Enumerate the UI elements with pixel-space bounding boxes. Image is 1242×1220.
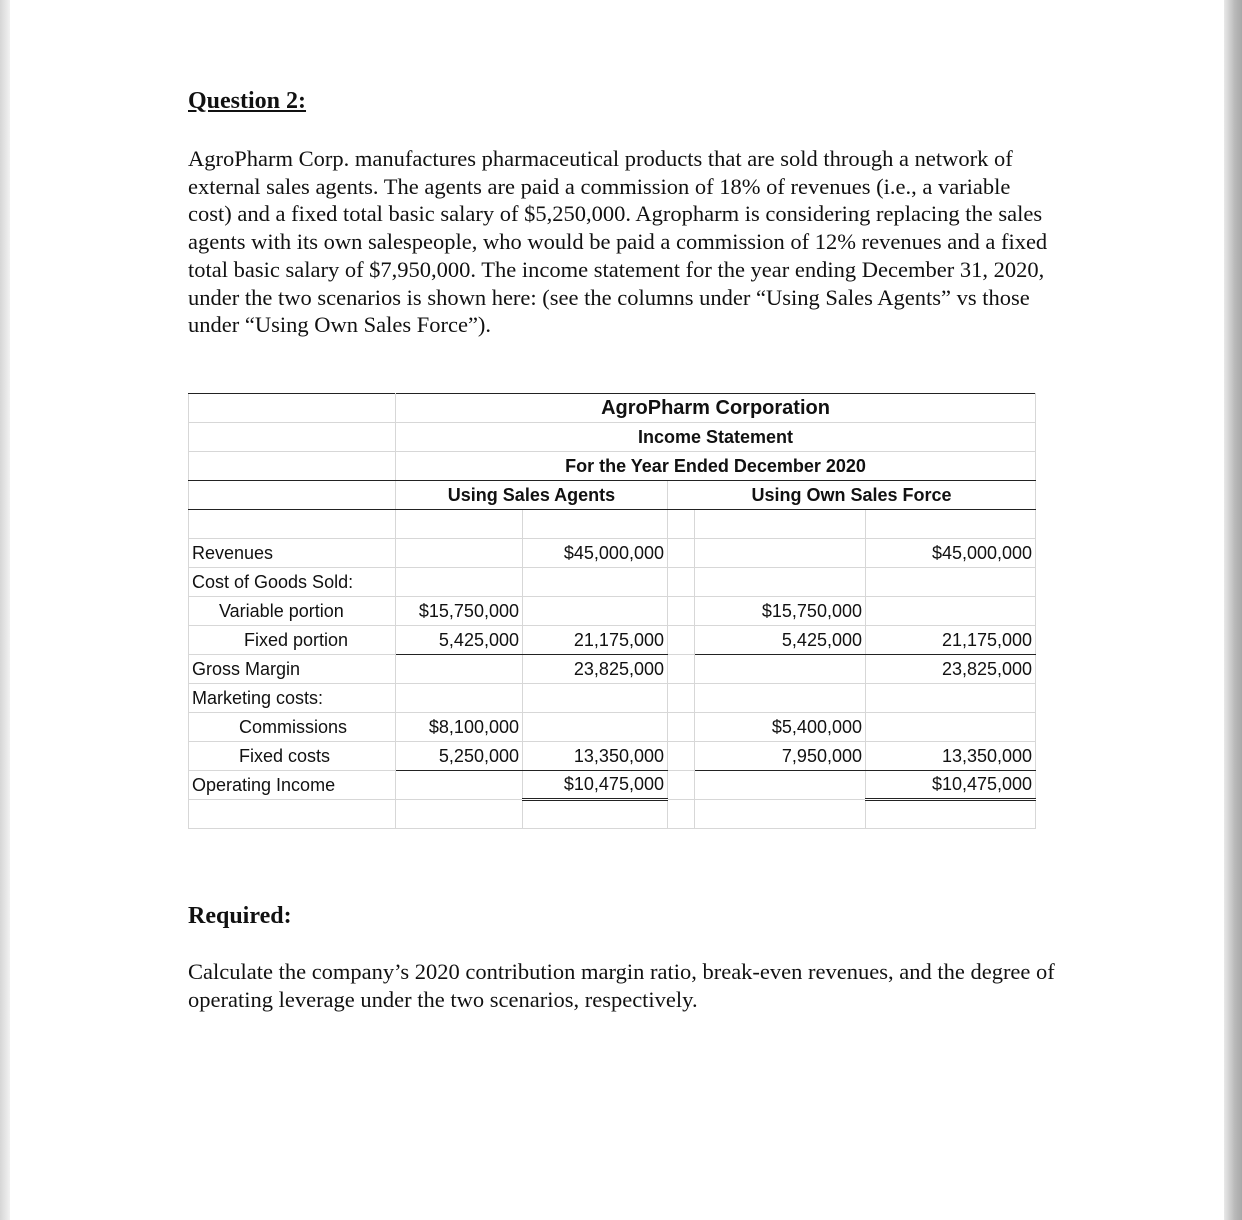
agents-total: 21,175,000 [523,626,668,655]
own-total: $10,475,000 [866,771,1036,800]
table-row-revenues [189,539,1036,568]
table-row-fixed-portion [189,626,1036,655]
table-row-spacer [189,800,1036,829]
row-label: Cost of Goods Sold: [189,568,396,597]
row-label: Commissions [189,713,396,742]
row-label: Gross Margin [189,655,396,684]
own-total: 23,825,000 [866,655,1036,684]
own-total: $45,000,000 [866,539,1036,568]
table-row-fixed-costs [189,742,1036,771]
table-row-spacer [189,510,1036,539]
agents-total: 23,825,000 [523,655,668,684]
agents-item: 5,425,000 [396,626,523,655]
table-row-variable [189,597,1036,626]
table-row-column-headers [189,481,1036,510]
income-statement-table [188,393,1036,829]
own-total: 13,350,000 [866,742,1036,771]
table-row-commissions [189,713,1036,742]
table-row-period [189,452,1036,481]
table-row-company [189,394,1036,423]
agents-item: $8,100,000 [396,713,523,742]
own-item: $5,400,000 [695,713,866,742]
col-header-own: Using Own Sales Force [668,481,1036,510]
row-label: Revenues [189,539,396,568]
agents-item: 5,250,000 [396,742,523,771]
row-label: Variable portion [189,597,396,626]
page-shadow-right [1224,0,1242,1220]
row-label: Marketing costs: [189,684,396,713]
table-row-statement-name [189,423,1036,452]
agents-item: $15,750,000 [396,597,523,626]
table-row-gross-margin [189,655,1036,684]
row-label: Fixed portion [189,626,396,655]
page-shadow-left [0,0,10,1220]
agents-total: 13,350,000 [523,742,668,771]
statement-company: AgroPharm Corporation [396,394,1036,423]
row-label: Fixed costs [189,742,396,771]
required-label: Required: [188,903,292,929]
own-item: 5,425,000 [695,626,866,655]
own-item: $15,750,000 [695,597,866,626]
agents-total: $10,475,000 [523,771,668,800]
intro-paragraph: AgroPharm Corp. manufactures pharmaceutical products that are sold through a network of external sales agents. The agents are paid a commission of 18% of revenues (i.e., a variable cost) and a fixed total basic salary of $5,250,000. Agropharm is considering replacing the sales agents with its own salespeople, who would be paid a commission of 12% revenues and a fixed total basic salary of $7,950,000. The income statement for the year ending December 31, 2020, under the two scenarios is shown here: (see the columns under “Using Sales Agents” vs those under “Using Own Sales Force”). [188,146,1048,338]
statement-name: Income Statement [396,423,1036,452]
row-label: Operating Income [189,771,396,800]
agents-total: $45,000,000 [523,539,668,568]
statement-period: For the Year Ended December 2020 [396,452,1036,481]
table-row-operating-income [189,771,1036,800]
required-text: Calculate the company’s 2020 contribution margin ratio, break-even revenues, and the degree of operating leverage under the two scenarios, respectively. [188,959,1055,1012]
table-row-marketing [189,684,1036,713]
own-total: 21,175,000 [866,626,1036,655]
col-header-agents: Using Sales Agents [396,481,668,510]
own-item: 7,950,000 [695,742,866,771]
table-row-cogs [189,568,1036,597]
question-title: Question 2: [188,88,307,114]
